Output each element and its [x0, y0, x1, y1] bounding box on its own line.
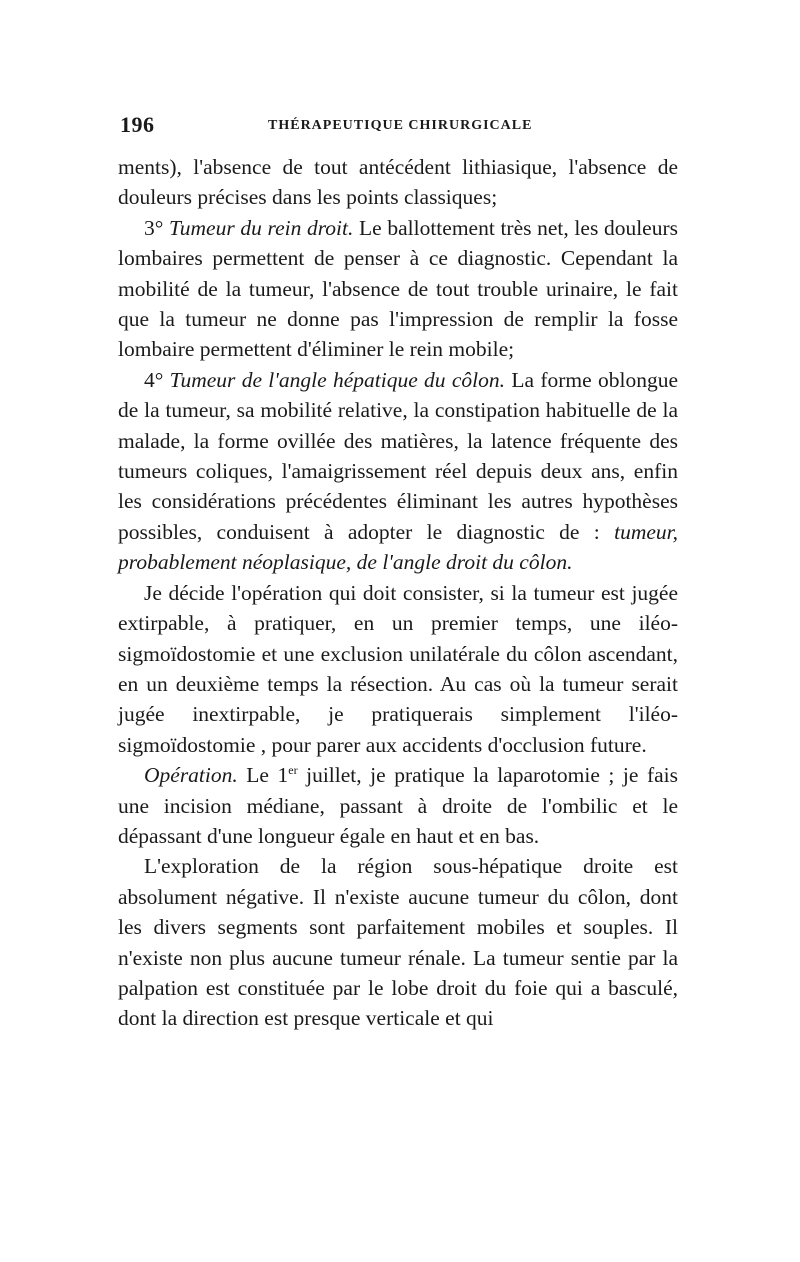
paragraph-5: [118, 760, 678, 851]
book-page: [118, 112, 678, 1034]
item-text: La forme oblongue de la tumeur, sa mobilité relative, la constipation habituelle de la malade, la forme ovillée des matières, la latence fréquente des tumeurs coliques, l'amaigrissement réel depuis deux ans, enfin les considérations précédentes éliminant les autres hypothèses possibles, conduisent à adopter le diagnostic de :: [118, 367, 678, 544]
item-text: Le ballottement très net, les douleurs lombaires permettent de penser à ce diagnostic. Cependant la mobilité de la tumeur, l'absence de tout trouble urinaire, le fait que la tumeur ne donne pas l'impression de remplir la fosse lombaire permettent d'éliminer le rein mobile;: [118, 215, 678, 362]
diagnosis-conclusion: tumeur, probablement néoplasique, de l'angle droit du côlon.: [118, 519, 678, 575]
item-title: Tumeur du rein droit.: [169, 215, 354, 240]
running-title: THÉRAPEUTIQUE CHIRURGICALE: [268, 118, 533, 133]
page-number: 196: [120, 112, 155, 137]
paragraph-6: L'exploration de la région sous-hépatique droite est absolument négative. Il n'existe aucune tumeur du côlon, dont les divers segments sont parfaitement mobiles et souples. Il n'existe non plus aucune tumeur rénale. La tumeur sentie par la palpation est constituée par le lobe droit du foie qui a basculé, dont la direction est presque verticale et qui: [118, 854, 678, 1031]
body-text: [118, 152, 678, 1034]
paragraph-3: [118, 365, 678, 578]
item-title: Tumeur de l'angle hépatique du côlon.: [169, 367, 506, 392]
operation-lead: Opération.: [144, 763, 238, 788]
item-number: 4°: [144, 367, 170, 392]
date-text: Le 1: [237, 763, 289, 788]
paragraph-4: Je décide l'opération qui doit consister, si la tumeur est jugée extirpable, à pratiquer, en un premier temps, une iléo-sigmoïdostomie et une exclusion unilatérale du côlon ascendant, en un deuxième temps la résection. Au cas où la tumeur serait jugée inextirpable, je pratiquerais simplement l'iléo-sigmoïdostomie , pour parer aux accidents d'occlusion future.: [118, 580, 678, 757]
operation-text: juillet, je pratique la laparotomie ; je fais une incision médiane, passant à droite de l'ombilic et le dépassant d'une longueur égale en haut et en bas.: [118, 763, 678, 848]
running-header: [118, 112, 678, 146]
ordinal-superscript: er: [288, 762, 298, 777]
paragraph-2: [118, 213, 678, 365]
paragraph-1: ments), l'absence de tout antécédent lithiasique, l'absence de douleurs précises dans les points classiques;: [118, 155, 678, 210]
item-number: 3°: [144, 215, 169, 240]
